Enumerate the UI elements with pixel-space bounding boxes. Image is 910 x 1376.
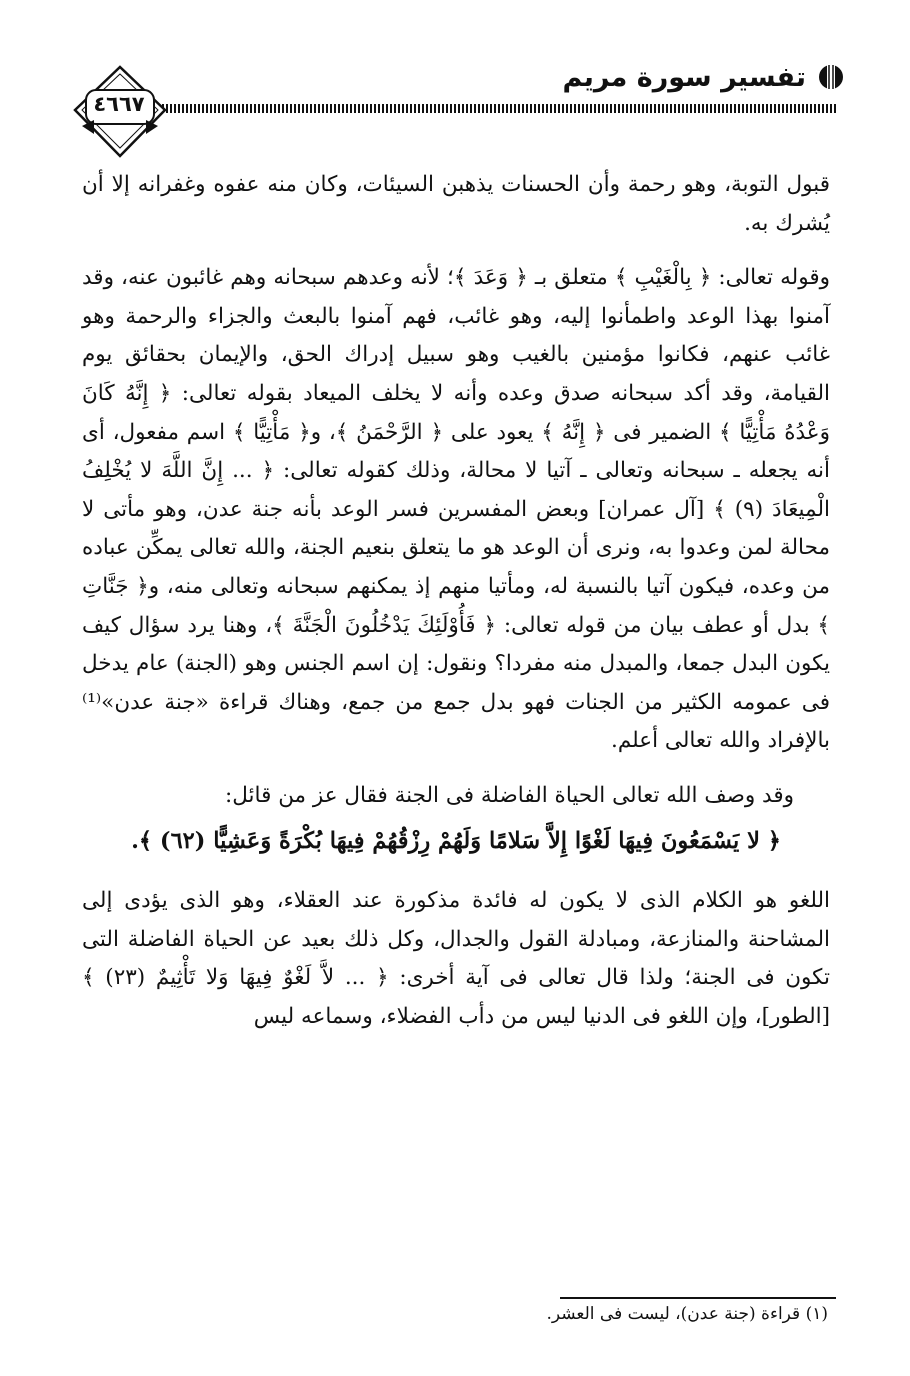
- body-paragraph: قبول التوبة، وهو رحمة وأن الحسنات يذهبن السيئات، وكان منه عفوه وغفرانه إلا أن يُشرك به.: [82, 172, 830, 236]
- header-rule: [158, 104, 836, 113]
- page-header: [0, 0, 910, 160]
- footnote-divider: [560, 1297, 836, 1299]
- verse-intro: وقد وصف الله تعالى الحياة الفاضلة فى الجنة فقال عز من قائل:: [225, 782, 794, 808]
- page-number: ٤٦٦٧: [93, 92, 145, 116]
- body-paragraph: اللغو هو الكلام الذى لا يكون له فائدة مذكورة عند العقلاء، وهو الذى يؤدى إلى المشاحنة والمنازعة، ومبادلة القول والجدال، وكل ذلك بعيد عن الحياة الفاضلة التى تكون فى الجنة؛ ولذا قال تعالى فى آية أخرى: ﴿ ... لاَّ لَغْوٌ فِيهَا وَلا تَأْثِيمٌ (٢٣) ﴾ [الطور]، وإن اللغو فى الدنيا ليس من دأب الفضلاء، وسماعه ليس: [82, 888, 830, 1029]
- body-paragraph: وقوله تعالى: ﴿ بِالْغَيْبِ ﴾ متعلق بـ ﴿ وَعَدَ ﴾؛ لأنه وعدهم سبحانه وهم غائبون عنه، وقد آمنوا بهذا الوعد واطمأنوا إليه، وهو غائب، فهم آمنوا بالبعث والجزاء والرحمة وهو غائب عنهم، فكانوا مؤمنين بالغيب وهو سبيل إدراك الحق، والإيمان بحقائق يوم القيامة، وقد أكد سبحانه صدق وعده وأنه لا يخلف الميعاد بقوله تعالى: ﴿ إِنَّهُ كَانَ وَعْدُهُ مَأْتِيًّا ﴾ الضمير فى ﴿ إِنَّهُ ﴾ يعود على ﴿ الرَّحْمَنُ ﴾، و﴿ مَأْتِيًّا ﴾ اسم مفعول، أى أنه يجعله ـ سبحانه وتعالى ـ آتيا لا محالة، وذلك كقوله تعالى: ﴿ ... إِنَّ اللَّهَ لا يُخْلِفُ الْمِيعَادَ (٩) ﴾ [آل عمران] وبعض المفسرين فسر الوعد بأنه جنة عدن، وهو مأتى لا محالة لمن وعدوا به، ونرى أن الوعد هو ما يتعلق بنعيم الجنة، والله تعالى يمكِّن عباده من وعده، فيكون آتيا بالنسبة له، ومأتيا منهم إذ يمكنهم سبحانه وتعالى منه، و﴿ جَنَّاتِ ﴾ بدل أو عطف بيان من قوله تعالى: ﴿ فَأُوْلَئِكَ يَدْخُلُونَ الْجَنَّةَ ﴾، وهنا يرد سؤال كيف يكون البدل جمعا، والمبدل منه مفردا؟ ونقول: إن اسم الجنس وهو (الجنة) عام يدخل فى عمومه الكثير من الجنات فهو بدل جمع من جمع، وهناك قراءة «جنة عدن»⁽¹⁾ بالإفراد والله تعالى أعلم.: [82, 265, 831, 754]
- page-body: [82, 166, 830, 1052]
- ornament-icon: [816, 62, 846, 92]
- quran-verse: ﴿ لا يَسْمَعُونَ فِيهَا لَغْوًا إِلاَّ سَلامًا وَلَهُمْ رِزْقُهُمْ فِيهَا بُكْرَةً وَعَشِيًّا (٦٢) ﴾.: [131, 827, 781, 854]
- page-header-title: تفسير سورة مريم: [562, 62, 806, 93]
- footnote: (١) قراءة (جنة عدن)، ليست فى العشر.: [546, 1304, 828, 1324]
